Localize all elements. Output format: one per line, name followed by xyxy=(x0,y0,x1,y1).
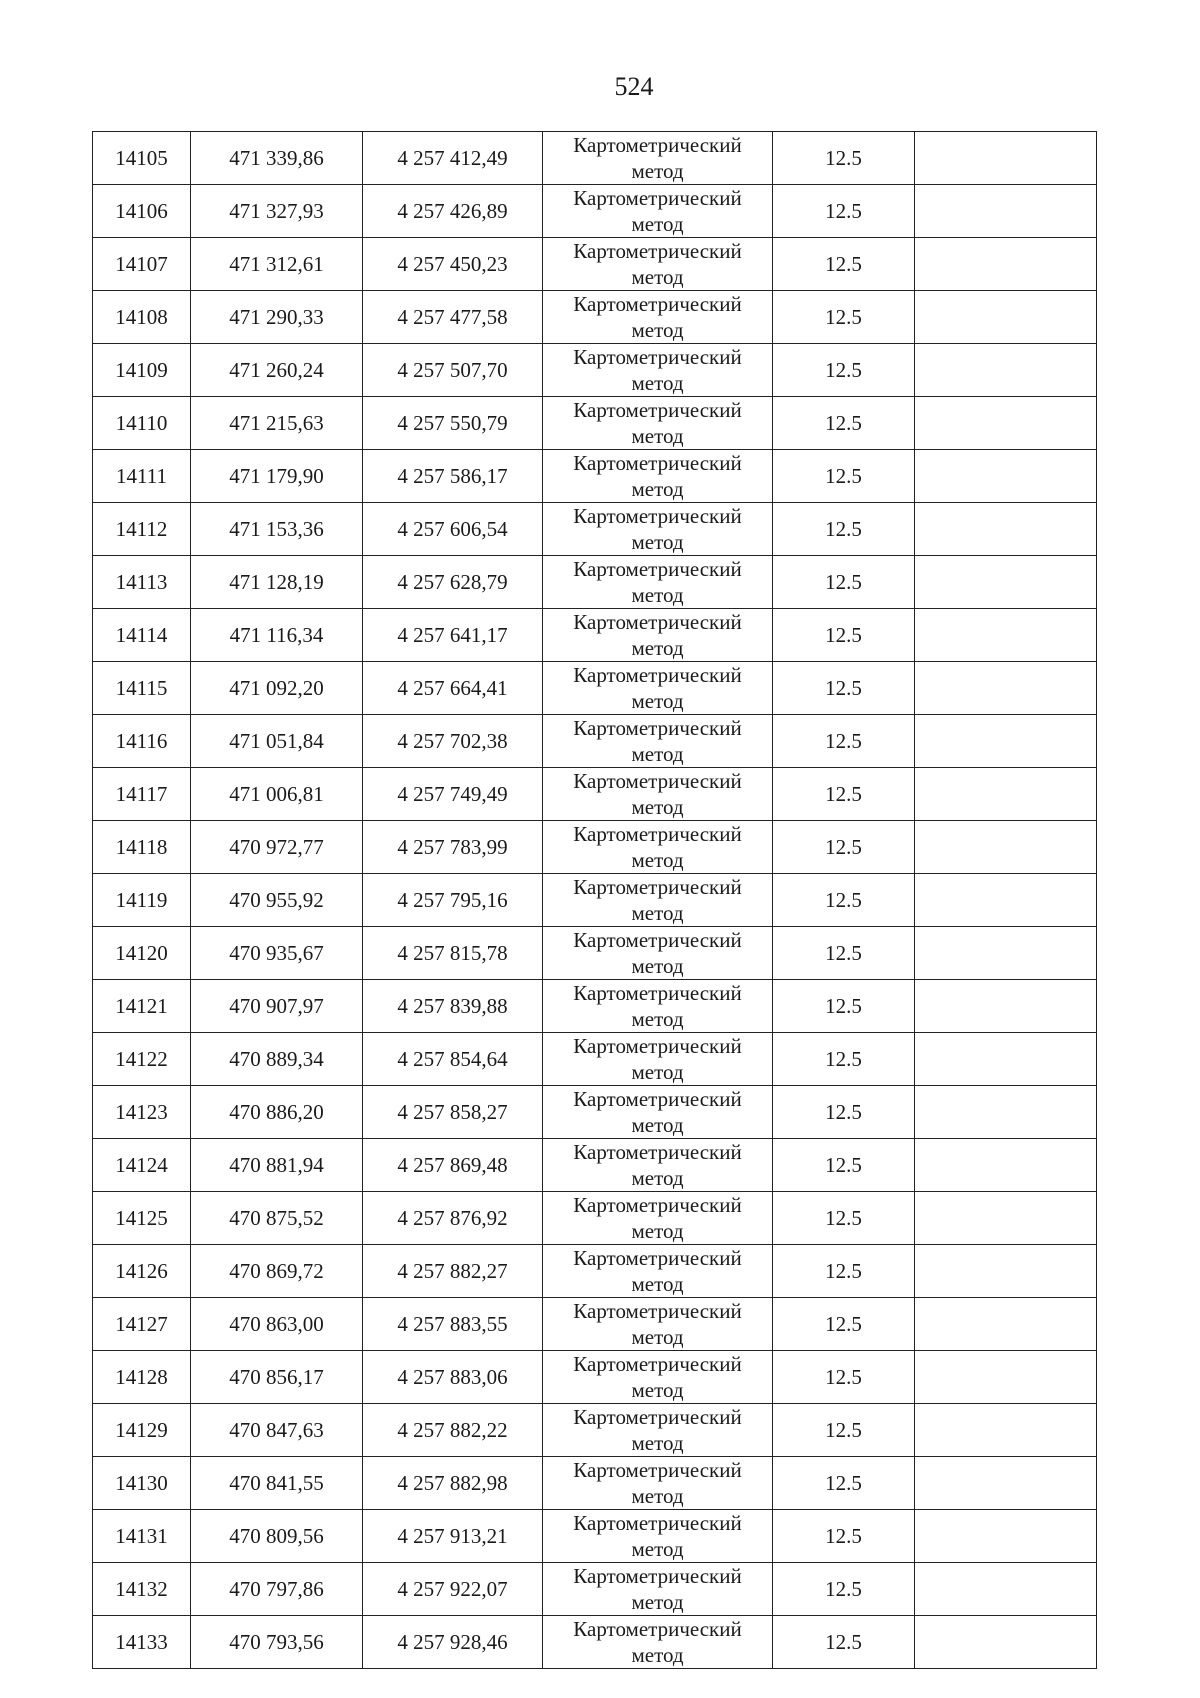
x-coordinate-cell: 471 092,20 xyxy=(191,662,363,715)
method-line-2: метод xyxy=(631,477,684,501)
method-line-1: Картометрический xyxy=(573,504,742,528)
method-line-2: метод xyxy=(631,742,684,766)
method-line-2: метод xyxy=(631,1272,684,1296)
table-row xyxy=(93,821,1097,874)
table-row xyxy=(93,1033,1097,1086)
method-cell xyxy=(543,344,773,397)
note-cell xyxy=(915,715,1097,768)
coordinates-table-body xyxy=(93,132,1097,1669)
method-cell xyxy=(543,503,773,556)
y-coordinate-cell: 4 257 426,89 xyxy=(363,185,543,238)
method-line-2: метод xyxy=(631,424,684,448)
accuracy-cell: 12.5 xyxy=(773,1298,915,1351)
method-line-2: метод xyxy=(631,1325,684,1349)
method-line-1: Картометрический xyxy=(573,345,742,369)
y-coordinate-cell: 4 257 876,92 xyxy=(363,1192,543,1245)
point-id-cell: 14126 xyxy=(93,1245,191,1298)
note-cell xyxy=(915,609,1097,662)
page-number: 524 xyxy=(614,72,654,101)
table-row xyxy=(93,132,1097,185)
method-cell xyxy=(543,1404,773,1457)
table-row xyxy=(93,397,1097,450)
method-line-1: Картометрический xyxy=(573,1617,742,1641)
point-id-cell: 14108 xyxy=(93,291,191,344)
accuracy-cell: 12.5 xyxy=(773,556,915,609)
note-cell xyxy=(915,1033,1097,1086)
table-row xyxy=(93,662,1097,715)
y-coordinate-cell: 4 257 450,23 xyxy=(363,238,543,291)
method-line-1: Картометрический xyxy=(573,1193,742,1217)
y-coordinate-cell: 4 257 664,41 xyxy=(363,662,543,715)
point-id-cell: 14132 xyxy=(93,1563,191,1616)
method-cell xyxy=(543,1033,773,1086)
point-id-cell: 14106 xyxy=(93,185,191,238)
point-id-cell: 14105 xyxy=(93,132,191,185)
table-row xyxy=(93,874,1097,927)
method-cell xyxy=(543,450,773,503)
x-coordinate-cell: 471 260,24 xyxy=(191,344,363,397)
accuracy-cell: 12.5 xyxy=(773,450,915,503)
table-row xyxy=(93,927,1097,980)
x-coordinate-cell: 470 793,56 xyxy=(191,1616,363,1669)
method-line-1: Картометрический xyxy=(573,186,742,210)
y-coordinate-cell: 4 257 702,38 xyxy=(363,715,543,768)
method-cell xyxy=(543,1192,773,1245)
point-id-cell: 14113 xyxy=(93,556,191,609)
y-coordinate-cell: 4 257 641,17 xyxy=(363,609,543,662)
table-row xyxy=(93,1245,1097,1298)
y-coordinate-cell: 4 257 749,49 xyxy=(363,768,543,821)
accuracy-cell: 12.5 xyxy=(773,397,915,450)
table-row xyxy=(93,185,1097,238)
point-id-cell: 14109 xyxy=(93,344,191,397)
point-id-cell: 14110 xyxy=(93,397,191,450)
x-coordinate-cell: 470 935,67 xyxy=(191,927,363,980)
note-cell xyxy=(915,397,1097,450)
method-line-1: Картометрический xyxy=(573,663,742,687)
note-cell xyxy=(915,1245,1097,1298)
note-cell xyxy=(915,1192,1097,1245)
table-row xyxy=(93,1139,1097,1192)
method-line-2: метод xyxy=(631,689,684,713)
method-line-2: метод xyxy=(631,1166,684,1190)
method-line-1: Картометрический xyxy=(573,1352,742,1376)
accuracy-cell: 12.5 xyxy=(773,344,915,397)
accuracy-cell: 12.5 xyxy=(773,132,915,185)
method-line-1: Картометрический xyxy=(573,822,742,846)
note-cell xyxy=(915,291,1097,344)
method-cell xyxy=(543,1457,773,1510)
y-coordinate-cell: 4 257 815,78 xyxy=(363,927,543,980)
method-cell xyxy=(543,132,773,185)
point-id-cell: 14120 xyxy=(93,927,191,980)
x-coordinate-cell: 470 955,92 xyxy=(191,874,363,927)
table-row xyxy=(93,1616,1097,1669)
method-cell xyxy=(543,1139,773,1192)
point-id-cell: 14128 xyxy=(93,1351,191,1404)
method-cell xyxy=(543,1298,773,1351)
table-row xyxy=(93,1192,1097,1245)
note-cell xyxy=(915,1616,1097,1669)
method-cell xyxy=(543,291,773,344)
x-coordinate-cell: 471 128,19 xyxy=(191,556,363,609)
accuracy-cell: 12.5 xyxy=(773,1563,915,1616)
method-line-1: Картометрический xyxy=(573,1034,742,1058)
accuracy-cell: 12.5 xyxy=(773,1139,915,1192)
method-line-2: метод xyxy=(631,954,684,978)
y-coordinate-cell: 4 257 839,88 xyxy=(363,980,543,1033)
point-id-cell: 14129 xyxy=(93,1404,191,1457)
method-cell xyxy=(543,397,773,450)
method-line-2: метод xyxy=(631,1060,684,1084)
method-line-1: Картометрический xyxy=(573,557,742,581)
note-cell xyxy=(915,927,1097,980)
point-id-cell: 14123 xyxy=(93,1086,191,1139)
method-line-2: метод xyxy=(631,212,684,236)
y-coordinate-cell: 4 257 854,64 xyxy=(363,1033,543,1086)
method-line-1: Картометрический xyxy=(573,610,742,634)
x-coordinate-cell: 470 797,86 xyxy=(191,1563,363,1616)
table-row xyxy=(93,768,1097,821)
method-line-1: Картометрический xyxy=(573,398,742,422)
y-coordinate-cell: 4 257 883,55 xyxy=(363,1298,543,1351)
accuracy-cell: 12.5 xyxy=(773,1033,915,1086)
point-id-cell: 14114 xyxy=(93,609,191,662)
method-line-2: метод xyxy=(631,795,684,819)
method-cell xyxy=(543,1563,773,1616)
method-cell xyxy=(543,980,773,1033)
method-cell xyxy=(543,874,773,927)
point-id-cell: 14122 xyxy=(93,1033,191,1086)
method-cell xyxy=(543,185,773,238)
table-row xyxy=(93,1351,1097,1404)
method-cell xyxy=(543,1351,773,1404)
note-cell xyxy=(915,1563,1097,1616)
table-row xyxy=(93,238,1097,291)
method-line-2: метод xyxy=(631,318,684,342)
y-coordinate-cell: 4 257 477,58 xyxy=(363,291,543,344)
y-coordinate-cell: 4 257 795,16 xyxy=(363,874,543,927)
accuracy-cell: 12.5 xyxy=(773,1086,915,1139)
accuracy-cell: 12.5 xyxy=(773,662,915,715)
note-cell xyxy=(915,556,1097,609)
accuracy-cell: 12.5 xyxy=(773,185,915,238)
method-cell xyxy=(543,1510,773,1563)
table-row xyxy=(93,609,1097,662)
point-id-cell: 14124 xyxy=(93,1139,191,1192)
method-line-1: Картометрический xyxy=(573,1511,742,1535)
method-cell xyxy=(543,609,773,662)
x-coordinate-cell: 470 841,55 xyxy=(191,1457,363,1510)
point-id-cell: 14133 xyxy=(93,1616,191,1669)
y-coordinate-cell: 4 257 913,21 xyxy=(363,1510,543,1563)
method-cell xyxy=(543,821,773,874)
point-id-cell: 14112 xyxy=(93,503,191,556)
method-line-1: Картометрический xyxy=(573,716,742,740)
table-row xyxy=(93,1404,1097,1457)
accuracy-cell: 12.5 xyxy=(773,874,915,927)
method-line-1: Картометрический xyxy=(573,1087,742,1111)
point-id-cell: 14131 xyxy=(93,1510,191,1563)
point-id-cell: 14121 xyxy=(93,980,191,1033)
accuracy-cell: 12.5 xyxy=(773,503,915,556)
x-coordinate-cell: 470 863,00 xyxy=(191,1298,363,1351)
table-row xyxy=(93,1457,1097,1510)
table-row xyxy=(93,980,1097,1033)
table-row xyxy=(93,715,1097,768)
method-line-1: Картометрический xyxy=(573,1246,742,1270)
x-coordinate-cell: 471 327,93 xyxy=(191,185,363,238)
method-line-2: метод xyxy=(631,583,684,607)
y-coordinate-cell: 4 257 412,49 xyxy=(363,132,543,185)
point-id-cell: 14117 xyxy=(93,768,191,821)
x-coordinate-cell: 471 153,36 xyxy=(191,503,363,556)
method-line-1: Картометрический xyxy=(573,451,742,475)
x-coordinate-cell: 471 215,63 xyxy=(191,397,363,450)
method-line-1: Картометрический xyxy=(573,1405,742,1429)
accuracy-cell: 12.5 xyxy=(773,1245,915,1298)
x-coordinate-cell: 471 006,81 xyxy=(191,768,363,821)
x-coordinate-cell: 470 889,34 xyxy=(191,1033,363,1086)
table-row xyxy=(93,503,1097,556)
accuracy-cell: 12.5 xyxy=(773,927,915,980)
method-line-1: Картометрический xyxy=(573,133,742,157)
y-coordinate-cell: 4 257 882,27 xyxy=(363,1245,543,1298)
note-cell xyxy=(915,450,1097,503)
method-cell xyxy=(543,1086,773,1139)
note-cell xyxy=(915,1351,1097,1404)
x-coordinate-cell: 470 856,17 xyxy=(191,1351,363,1404)
x-coordinate-cell: 470 881,94 xyxy=(191,1139,363,1192)
accuracy-cell: 12.5 xyxy=(773,1351,915,1404)
accuracy-cell: 12.5 xyxy=(773,1192,915,1245)
x-coordinate-cell: 470 972,77 xyxy=(191,821,363,874)
point-id-cell: 14115 xyxy=(93,662,191,715)
method-line-2: метод xyxy=(631,530,684,554)
y-coordinate-cell: 4 257 928,46 xyxy=(363,1616,543,1669)
method-line-1: Картометрический xyxy=(573,1564,742,1588)
x-coordinate-cell: 471 051,84 xyxy=(191,715,363,768)
x-coordinate-cell: 470 869,72 xyxy=(191,1245,363,1298)
accuracy-cell: 12.5 xyxy=(773,715,915,768)
accuracy-cell: 12.5 xyxy=(773,238,915,291)
table-row xyxy=(93,450,1097,503)
y-coordinate-cell: 4 257 883,06 xyxy=(363,1351,543,1404)
accuracy-cell: 12.5 xyxy=(773,821,915,874)
method-cell xyxy=(543,662,773,715)
method-line-2: метод xyxy=(631,1643,684,1667)
y-coordinate-cell: 4 257 922,07 xyxy=(363,1563,543,1616)
point-id-cell: 14130 xyxy=(93,1457,191,1510)
method-cell xyxy=(543,927,773,980)
note-cell xyxy=(915,980,1097,1033)
note-cell xyxy=(915,344,1097,397)
point-id-cell: 14127 xyxy=(93,1298,191,1351)
method-line-2: метод xyxy=(631,371,684,395)
table-row xyxy=(93,1298,1097,1351)
accuracy-cell: 12.5 xyxy=(773,768,915,821)
table-row xyxy=(93,1510,1097,1563)
note-cell xyxy=(915,874,1097,927)
method-line-2: метод xyxy=(631,159,684,183)
x-coordinate-cell: 470 847,63 xyxy=(191,1404,363,1457)
y-coordinate-cell: 4 257 550,79 xyxy=(363,397,543,450)
note-cell xyxy=(915,1457,1097,1510)
x-coordinate-cell: 471 290,33 xyxy=(191,291,363,344)
table-row xyxy=(93,291,1097,344)
accuracy-cell: 12.5 xyxy=(773,1404,915,1457)
method-cell xyxy=(543,768,773,821)
accuracy-cell: 12.5 xyxy=(773,1457,915,1510)
point-id-cell: 14119 xyxy=(93,874,191,927)
coordinates-table xyxy=(92,131,1097,1669)
note-cell xyxy=(915,1510,1097,1563)
point-id-cell: 14111 xyxy=(93,450,191,503)
y-coordinate-cell: 4 257 606,54 xyxy=(363,503,543,556)
point-id-cell: 14116 xyxy=(93,715,191,768)
point-id-cell: 14118 xyxy=(93,821,191,874)
method-cell xyxy=(543,715,773,768)
method-line-1: Картометрический xyxy=(573,981,742,1005)
method-line-2: метод xyxy=(631,636,684,660)
method-cell xyxy=(543,238,773,291)
note-cell xyxy=(915,185,1097,238)
method-line-2: метод xyxy=(631,1484,684,1508)
y-coordinate-cell: 4 257 882,98 xyxy=(363,1457,543,1510)
table-row xyxy=(93,556,1097,609)
method-line-1: Картометрический xyxy=(573,292,742,316)
note-cell xyxy=(915,821,1097,874)
y-coordinate-cell: 4 257 882,22 xyxy=(363,1404,543,1457)
accuracy-cell: 12.5 xyxy=(773,980,915,1033)
method-line-2: метод xyxy=(631,1537,684,1561)
table-row xyxy=(93,1563,1097,1616)
accuracy-cell: 12.5 xyxy=(773,1616,915,1669)
note-cell xyxy=(915,662,1097,715)
method-line-2: метод xyxy=(631,1219,684,1243)
note-cell xyxy=(915,1404,1097,1457)
method-line-2: метод xyxy=(631,1007,684,1031)
y-coordinate-cell: 4 257 628,79 xyxy=(363,556,543,609)
method-cell xyxy=(543,1245,773,1298)
accuracy-cell: 12.5 xyxy=(773,1510,915,1563)
method-line-2: метод xyxy=(631,1378,684,1402)
x-coordinate-cell: 471 116,34 xyxy=(191,609,363,662)
method-line-1: Картометрический xyxy=(573,1140,742,1164)
method-line-1: Картометрический xyxy=(573,1299,742,1323)
y-coordinate-cell: 4 257 858,27 xyxy=(363,1086,543,1139)
method-line-1: Картометрический xyxy=(573,875,742,899)
method-line-1: Картометрический xyxy=(573,239,742,263)
method-line-1: Картометрический xyxy=(573,769,742,793)
y-coordinate-cell: 4 257 507,70 xyxy=(363,344,543,397)
method-cell xyxy=(543,1616,773,1669)
note-cell xyxy=(915,132,1097,185)
note-cell xyxy=(915,1086,1097,1139)
x-coordinate-cell: 471 339,86 xyxy=(191,132,363,185)
note-cell xyxy=(915,1139,1097,1192)
x-coordinate-cell: 470 886,20 xyxy=(191,1086,363,1139)
method-line-2: метод xyxy=(631,1113,684,1137)
table-row xyxy=(93,1086,1097,1139)
method-line-2: метод xyxy=(631,1431,684,1455)
method-line-1: Картометрический xyxy=(573,1458,742,1482)
y-coordinate-cell: 4 257 869,48 xyxy=(363,1139,543,1192)
accuracy-cell: 12.5 xyxy=(773,291,915,344)
method-line-2: метод xyxy=(631,265,684,289)
method-line-2: метод xyxy=(631,1590,684,1614)
method-line-2: метод xyxy=(631,901,684,925)
point-id-cell: 14107 xyxy=(93,238,191,291)
method-line-1: Картометрический xyxy=(573,928,742,952)
note-cell xyxy=(915,238,1097,291)
note-cell xyxy=(915,503,1097,556)
note-cell xyxy=(915,1298,1097,1351)
y-coordinate-cell: 4 257 783,99 xyxy=(363,821,543,874)
method-line-2: метод xyxy=(631,848,684,872)
note-cell xyxy=(915,768,1097,821)
x-coordinate-cell: 470 907,97 xyxy=(191,980,363,1033)
x-coordinate-cell: 471 312,61 xyxy=(191,238,363,291)
table-row xyxy=(93,344,1097,397)
accuracy-cell: 12.5 xyxy=(773,609,915,662)
point-id-cell: 14125 xyxy=(93,1192,191,1245)
x-coordinate-cell: 470 809,56 xyxy=(191,1510,363,1563)
method-cell xyxy=(543,556,773,609)
y-coordinate-cell: 4 257 586,17 xyxy=(363,450,543,503)
x-coordinate-cell: 470 875,52 xyxy=(191,1192,363,1245)
x-coordinate-cell: 471 179,90 xyxy=(191,450,363,503)
